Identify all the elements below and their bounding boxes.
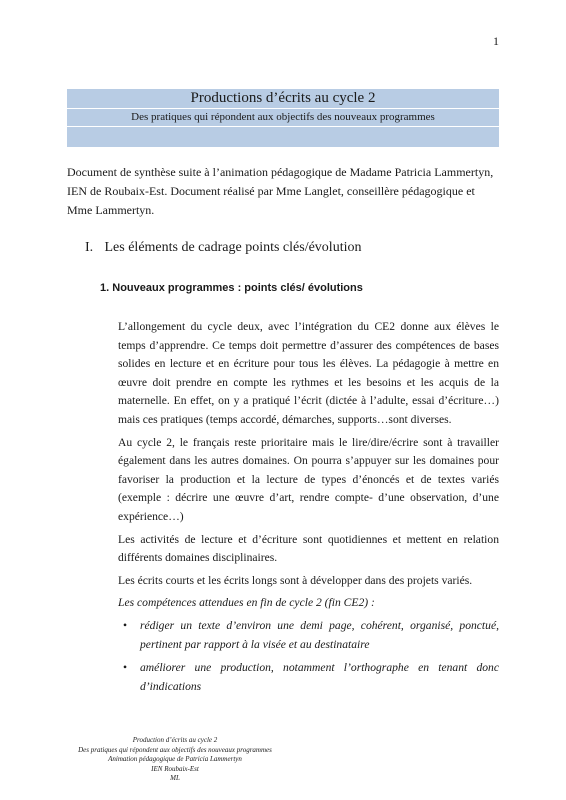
section-title: Les éléments de cadrage points clés/évolution xyxy=(104,240,362,255)
section-number: I. xyxy=(85,240,94,255)
bullet-icon: • xyxy=(123,661,128,675)
intro-paragraph: Document de synthèse suite à l’animation pédagogique de Madame Patricia Lammertyn, IEN de Roubaix-Est. Document réalisé par Mme Langlet, conseillère pédagogique et Mme Lammertyn. xyxy=(67,165,494,217)
body-paragraph: Les activités de lecture et d’écriture sont quotidiennes et mettent en relation différents domaines disciplinaires. xyxy=(118,532,499,565)
page-footer xyxy=(40,736,310,784)
list-item-text: rédiger un texte d’environ une demi page, cohérent, organisé, ponctué, pertinent par rapport à la visée et au destinataire xyxy=(140,618,499,651)
document-subtitle: Des pratiques qui répondent aux objectifs des nouveaux programmes xyxy=(131,111,435,123)
footer-line: Production d’écrits au cycle 2 xyxy=(132,736,218,744)
list-item-text: améliorer une production, notamment l’orthographe en tenant donc d’indications xyxy=(140,661,499,693)
body-paragraph: L’allongement du cycle deux, avec l’intégration du CE2 donne aux élèves le temps d’apprendre. Ce temps doit permettre d’assurer des compétences de bases solides en lecture et en écriture pour tous les élèves. La pédagogie à mettre en œuvre doit prendre en compte les rythmes et les besoins et les acquis de la maternelle. En effet, on y a pratiqué l’écrit (dictée à l’adulte, essai d’écriture…) mais ces pratiques (temps accordé, démarches, supports…sont diverses. xyxy=(118,320,499,426)
body-paragraph: Au cycle 2, le français reste prioritaire mais le lire/dire/écrire sont à travailler également dans les autres domaines. On pourra s’appuyer sur les domaines pour favoriser la production et la lecture de types d’énoncés et de textes variés (exemple : décrire une œuvre d’art, rendre compte- d’une observation, d’une expérience…) xyxy=(118,435,499,523)
footer-line: Animation pédagogique de Patricia Lammertyn xyxy=(108,755,242,764)
subsection-number: 1. xyxy=(100,282,110,294)
bullet-icon: • xyxy=(123,618,128,632)
section-heading xyxy=(85,240,361,256)
footer-line: IEN Roubaix-Est xyxy=(151,764,199,773)
competences-heading: Les compétences attendues en fin de cycle 2 (fin CE2) : xyxy=(118,596,375,610)
body-paragraph: Les écrits courts et les écrits longs sont à développer dans des projets variés. xyxy=(118,573,473,587)
footer-line: Des pratiques qui répondent aux objectifs des nouveaux programmes xyxy=(78,745,272,754)
subsection-heading xyxy=(100,282,363,294)
body-text xyxy=(118,318,499,701)
page-number: 1 xyxy=(493,34,499,48)
document-title: Productions d’écrits au cycle 2 xyxy=(190,90,376,106)
title-row-divider xyxy=(67,126,499,127)
footer-line: ML xyxy=(170,774,180,783)
subsection-title: Nouveaux programmes : points clés/ évolutions xyxy=(112,282,363,294)
competences-list xyxy=(118,617,499,696)
list-item xyxy=(123,659,499,696)
title-block xyxy=(67,89,499,147)
list-item xyxy=(123,617,499,654)
